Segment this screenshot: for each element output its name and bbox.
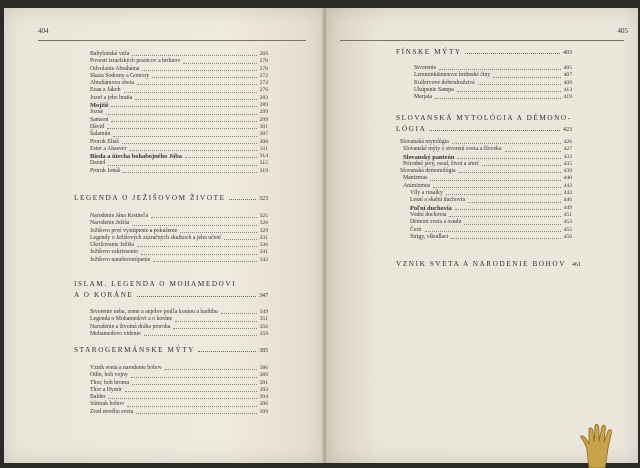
leader-dots [124,92,257,93]
leader-dots [180,232,256,233]
right-block-2 [396,260,582,268]
toc-entry [414,72,572,79]
toc-entry-page: 325 [259,213,268,219]
leader-dots [135,99,256,100]
toc-entry-page: 301 [259,123,268,130]
leader-dots [111,121,256,122]
toc-entry [400,205,572,212]
left-block-2 [74,280,268,338]
toc-entry-page: 409 [563,79,572,86]
toc-entry-page: 456 [563,233,572,240]
toc-entry [90,73,268,80]
leader-dots [127,406,257,407]
toc-entry [90,249,268,256]
toc-entry-title: Ester a Ahasver [90,145,127,152]
toc-entry-page: 283 [259,94,268,101]
toc-entry [90,387,268,394]
leader-dots [137,296,256,297]
toc-entry-title: Ukrižovanie Ježiša [90,242,134,249]
toc-entry [90,380,268,387]
leader-dots [449,216,560,217]
toc-entry-title: Súmrak bohov [90,401,124,408]
toc-entry-title: Slovanské mýty o stvorení sveta a človeka [403,146,502,153]
toc-entry-title: Vodní duchovia [410,211,447,218]
section-page: 423 [563,127,572,133]
toc-entry-title: Narodenie a životná dráha proroka [90,323,171,330]
toc-entry-page: 419 [563,94,572,101]
leader-dots [452,143,561,144]
leader-dots [132,225,256,226]
leader-dots [141,254,257,255]
leader-dots [455,209,561,210]
leader-dots [435,98,561,99]
toc-entry-title: Dávid [90,123,105,130]
section-page: 385 [259,348,268,354]
leader-dots [111,106,256,107]
leader-dots [185,157,257,158]
leader-dots [183,63,256,64]
leader-dots [152,77,256,78]
leader-dots [173,328,256,329]
toc-entry-title: Ježišovo prvé vystúpenie a pokušenie [90,227,178,234]
toc-entry [90,220,268,227]
toc-entry [90,87,268,94]
entry-list [90,365,268,416]
right-header-rule [340,40,624,41]
toc-entry-title: Odin, boh vojny [90,372,128,379]
toc-entry-page: 269 [259,51,268,57]
toc-entry-title: Ukúpenie Sampa [414,86,454,93]
toc-entry-page: 315 [259,160,268,167]
toc-entry [400,212,572,219]
leader-dots [493,77,560,78]
toc-entry [90,160,268,167]
toc-entry-title: Slovanská mytológia [400,139,449,145]
leader-dots [221,313,257,314]
toc-entry [90,372,268,379]
toc-entry [90,102,268,109]
hand-ornament-icon [575,420,623,468]
leader-dots [108,398,256,399]
toc-entry [90,51,268,58]
toc-entry [90,324,268,331]
leader-dots [505,151,561,152]
section-heading [74,194,268,202]
toc-entry-page: 435 [563,160,572,167]
leader-dots [165,369,257,370]
section-title: STAROGERMÁNSKE MÝTY [74,346,196,354]
toc-entry-title: Jozef a jeho bratia [90,94,133,101]
toc-entry-title: Kullervove dobrodružstvá [414,79,475,86]
toc-entry [400,146,572,153]
toc-entry-title: Babylonská veža [90,51,130,57]
toc-entry-page: 399 [259,408,268,415]
toc-entry-page: 443 [563,182,572,189]
toc-entry-page: 453 [563,219,572,226]
toc-entry-page: 349 [259,309,268,315]
toc-entry-page: 405 [563,65,572,71]
left-page-number: 404 [38,27,49,35]
toc-entry-page: 336 [259,242,268,249]
toc-entry [400,154,572,161]
toc-entry-page: 270 [259,65,268,72]
toc-entry-title: Stvorenie [414,65,437,71]
leader-dots [425,231,561,232]
section-heading [396,48,572,56]
toc-entry-title: Bieda a útecha bohabojného Jóba [90,153,182,161]
toc-entry-title: Ezau a Jákob [90,87,121,94]
toc-entry-page: 311 [259,145,268,152]
toc-entry [90,235,268,242]
toc-entry-page: 299 [259,109,268,116]
toc-entry [400,190,572,197]
toc-entry-page: 351 [259,316,268,323]
leader-dots [132,55,256,56]
toc-entry-page: 394 [259,394,268,401]
leader-dots [113,136,256,137]
toc-entry-title: Manizmus [403,175,428,182]
toc-entry-title: Víly a rusalky [410,190,443,197]
section-heading [74,346,268,354]
toc-entry-page: 299 [259,116,268,123]
toc-entry [90,95,268,102]
right-block-0 [396,48,572,101]
section-heading [396,125,572,133]
toc-entry-page: 276 [259,87,268,94]
toc-entry-title: Slovanský panteón [403,153,455,161]
toc-entry-page: 427 [563,146,572,153]
entry-list [414,65,572,101]
leader-dots [457,91,561,92]
leader-dots [136,413,256,414]
toc-entry-title: Thor, boh hromu [90,379,130,386]
toc-entry-title: Prorok Eliáš [90,138,119,145]
leader-dots [446,194,561,195]
toc-entry [90,80,268,87]
leader-dots [153,261,256,262]
toc-entry [90,401,268,408]
toc-entry-title: Slovanská démonológia [400,168,456,175]
toc-entry-page: 426 [563,139,572,145]
toc-entry [400,234,572,241]
leader-dots [107,128,256,129]
toc-entry-title: Lesní a skalní duchovia [410,197,465,204]
section-title: VZNIK SVETA A NARODENIE BOHOV [396,260,567,268]
toc-entry [414,65,572,72]
toc-entry [90,257,268,264]
toc-entry-title: Ježišovo nanebovstúpenie [90,256,151,263]
section-title-line2: A O KORÁNE [74,291,134,299]
toc-entry-title: Šalamún [90,131,111,138]
leader-dots [132,384,256,385]
section-title: ISLAM. LEGENDA O MOHAMEDOVI [74,280,237,288]
toc-entry-title: Abrahámova obeta [90,80,134,87]
left-block-1 [74,194,268,264]
left-block-0 [90,51,268,175]
left-block-3 [74,346,268,416]
toc-entry-page: 451 [563,211,572,218]
toc-entry [400,227,572,234]
toc-entry-page: 389 [259,372,268,379]
toc-entry [90,228,268,235]
leader-dots [106,114,256,115]
entry-list [90,213,268,264]
toc-entry-page: 272 [259,72,268,79]
leader-dots [122,143,257,144]
toc-entry-page: 391 [259,379,268,386]
section-page: 347 [259,293,268,299]
toc-entry [90,316,268,323]
toc-entry-title: Strigy, vlkodlaci [410,233,449,240]
toc-entry-page: 314 [259,153,268,160]
leader-dots [465,53,560,54]
leader-dots [137,246,257,247]
leader-dots [439,69,560,70]
toc-entry-title: Animizmus [403,182,431,189]
toc-entry-title: Povesti izraelských praotcov a hrdinov [90,58,181,65]
leader-dots [129,150,256,151]
toc-entry-title: Mojžiš [90,102,109,110]
toc-entry-page: 270 [259,58,268,65]
right-page [326,8,638,463]
toc-entry-page: 446 [563,197,572,204]
toc-entry-title: Samson [90,116,109,123]
leader-dots [125,391,257,392]
toc-entry [400,175,572,182]
toc-entry-page: 356 [259,323,268,330]
toc-entry [90,131,268,138]
section-page: 461 [572,262,582,268]
entry-list [90,309,268,338]
leader-dots [137,84,257,85]
toc-entry [90,139,268,146]
toc-entry [90,146,268,153]
toc-entry [90,66,268,73]
toc-entry [400,161,572,168]
toc-entry-title: Narodenie Ježiša [90,220,130,227]
leader-dots [151,217,257,218]
toc-entry-title: Jozue [90,109,104,116]
toc-entry-page: 319 [259,167,268,174]
toc-entry [400,168,572,175]
toc-entry-page: 386 [259,365,268,371]
leader-dots [144,335,257,336]
leader-dots [478,84,561,85]
toc-entry-page: 393 [259,386,268,393]
toc-entry [414,87,572,94]
leader-dots [175,321,256,322]
toc-entry-page: 433 [563,153,572,160]
toc-entry-title: Vznik sveta a narodenie bohov [90,365,162,371]
toc-entry [90,124,268,131]
toc-entry-page: 342 [259,256,268,263]
leader-dots [224,239,257,240]
toc-entry-title: Prorok Jonáš [90,167,121,174]
toc-entry [90,58,268,65]
toc-entry-page: 326 [259,220,268,227]
section-title-line2: LÓGIA [396,125,427,133]
toc-entry-page: 307 [259,131,268,138]
toc-entry-title: Narodenie Jána Krstiteľa [90,213,149,219]
toc-entry [400,219,572,226]
leader-dots [131,377,257,378]
toc-entry-page: 407 [563,72,572,79]
left-header-rule [38,40,306,41]
leader-dots [430,180,560,181]
toc-entry-title: Prírodné javy, osud, život a smrť [403,160,479,167]
toc-entry [90,331,268,338]
toc-entry-page: 440 [563,175,572,182]
toc-entry [400,139,572,146]
section-heading [74,291,268,299]
toc-entry [90,242,268,249]
toc-entry-title: Zrod nového sveta [90,408,134,415]
toc-entry [90,109,268,116]
toc-entry-title: Thor a Hymir [90,386,122,393]
toc-entry-title: Poľní duchovia [410,204,452,212]
section-heading [396,260,582,268]
leader-dots [429,130,560,131]
right-block-1 [396,114,572,241]
toc-entry [90,117,268,124]
left-page [4,8,324,463]
leader-dots [459,172,561,173]
toc-entry [90,365,268,372]
leader-dots [468,202,561,203]
toc-entry [90,409,268,416]
section-title: SLOVANSKÁ MYTOLÓGIA A DÉMONO- [396,114,572,122]
toc-entry-page: 443 [563,190,572,197]
leader-dots [229,199,256,200]
toc-entry-title: Démoni sveta a osudu [410,219,462,226]
toc-entry [90,153,268,160]
toc-entry-title: Legenda o Mohamedovi a o koráne [90,316,173,323]
toc-entry-page: 274 [259,80,268,87]
toc-entry-page: 449 [563,204,572,211]
toc-entry-page: 341 [259,249,268,256]
leader-dots [457,158,560,159]
toc-entry-title: Čerti [410,226,422,233]
toc-entry [400,183,572,190]
leader-dots [198,351,256,352]
leader-dots [464,224,560,225]
section-title: FÍNSKE MÝTY [396,48,462,56]
toc-entry [414,80,572,87]
toc-entry-page: 359 [259,330,268,337]
entry-list [400,139,572,241]
toc-entry-page: 289 [259,102,268,109]
section-page: 323 [259,196,268,202]
toc-entry [90,168,268,175]
toc-entry-page: 308 [259,138,268,145]
toc-entry-title: Odvolanie Abraháma [90,65,140,72]
entry-list [90,51,268,175]
toc-entry-title: Daniel [90,160,106,167]
toc-entry-page: 413 [563,86,572,93]
toc-entry-title: Ježišovo vzkriesenie [90,249,138,256]
toc-entry [90,213,268,220]
toc-entry-page: 396 [259,401,268,408]
leader-dots [451,238,560,239]
toc-entry-page: 329 [259,227,268,234]
toc-entry [90,394,268,401]
toc-entry-title: Mohamedovo videnie [90,330,141,337]
toc-entry-page: 331 [259,234,268,241]
toc-entry-page: 455 [563,226,572,233]
leader-dots [142,70,256,71]
toc-entry-title: Lemminkäinenove hrdinské činy [414,72,491,79]
right-page-number: 405 [617,27,628,35]
toc-entry-title: Balder [90,394,106,401]
toc-entry-title: Marjata [414,94,433,101]
section-title: LEGENDA O JEŽIŠOVOM ŽIVOTE [74,194,226,202]
toc-entry-title: Skaza Sodomy a Gomory [90,72,150,79]
section-page: 403 [563,50,572,56]
leader-dots [433,187,561,188]
toc-entry-title: Legendy o Ježišových zázračných skutkoch a jeho učení [90,234,221,241]
leader-dots [482,165,561,166]
toc-entry-page: 439 [563,168,572,175]
leader-dots [108,165,256,166]
toc-entry [414,94,572,101]
toc-entry [90,309,268,316]
leader-dots [123,172,256,173]
toc-entry [400,197,572,204]
toc-entry-title: Stvorenie neba, zeme a anjelov podľa koránu a hadíthu [90,309,218,315]
